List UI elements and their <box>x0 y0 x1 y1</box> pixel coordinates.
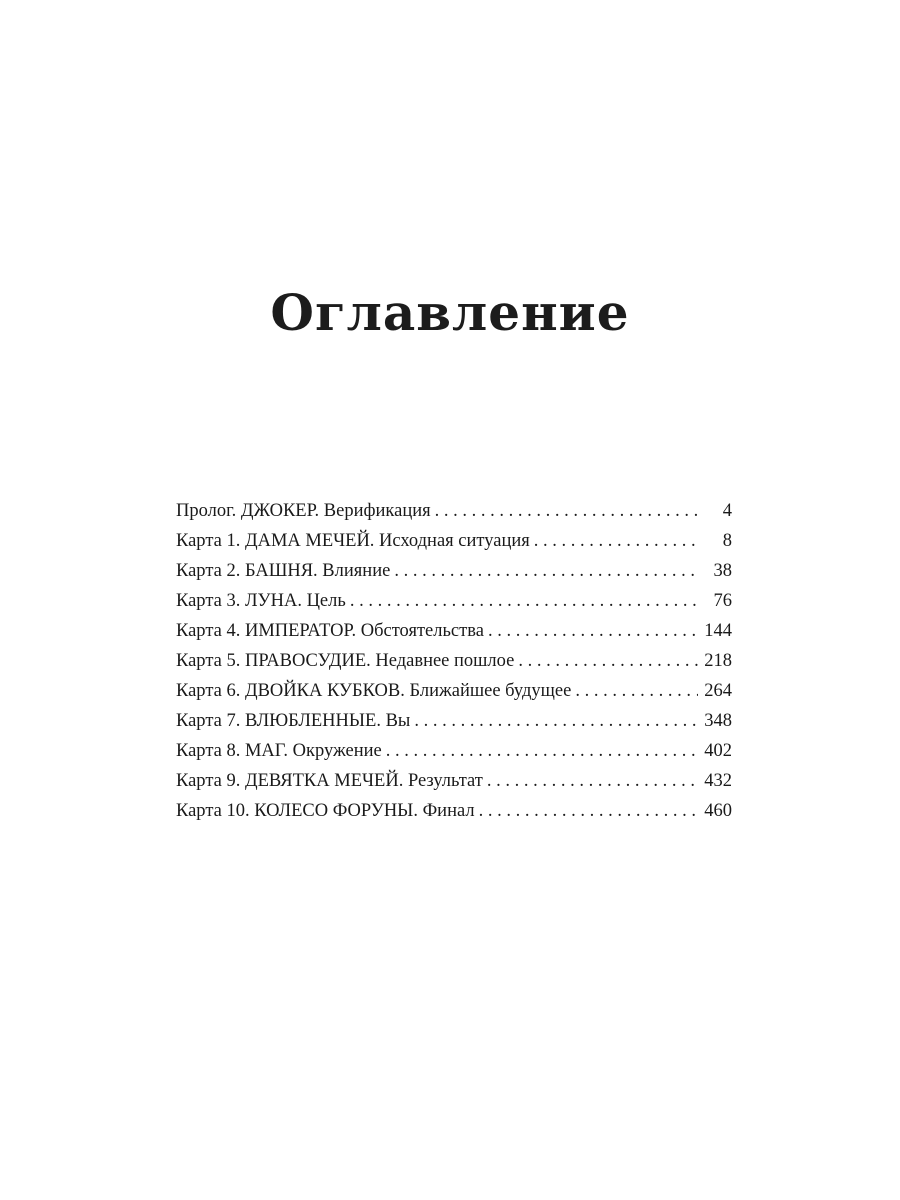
toc-entry[interactable] <box>176 676 732 706</box>
toc-leader-dots <box>534 526 698 556</box>
toc-entry-page: 8 <box>722 531 732 551</box>
toc-entry-page: 402 <box>704 741 732 761</box>
toc-leader-dots <box>487 766 698 796</box>
toc-entry[interactable] <box>176 586 732 616</box>
toc-leader-dots <box>575 676 698 706</box>
toc-entry-label: Карта 10. КОЛЕСО ФОРУНЫ. Финал <box>176 801 475 821</box>
toc-entry-page: 432 <box>704 771 732 791</box>
toc-entry-label: Пролог. ДЖОКЕР. Верификация <box>176 501 431 521</box>
toc-entry-label: Карта 8. МАГ. Окружение <box>176 741 382 761</box>
toc-entry[interactable] <box>176 706 732 736</box>
toc-entry-label: Карта 2. БАШНЯ. Влияние <box>176 561 391 581</box>
toc-entry-label: Карта 5. ПРАВОСУДИЕ. Недавнее пошлое <box>176 651 515 671</box>
toc-leader-dots <box>435 496 698 526</box>
table-of-contents <box>176 496 732 826</box>
page-title: Оглавление <box>270 283 630 342</box>
toc-entry-page: 144 <box>704 621 732 641</box>
toc-entry[interactable] <box>176 496 732 526</box>
toc-leader-dots <box>394 556 698 586</box>
toc-leader-dots <box>414 706 698 736</box>
toc-entry-page: 348 <box>704 711 732 731</box>
toc-entry[interactable] <box>176 766 732 796</box>
toc-entry-page: 4 <box>722 501 732 521</box>
toc-leader-dots <box>518 646 698 676</box>
toc-entry-page: 38 <box>713 561 732 581</box>
toc-entry[interactable] <box>176 796 732 826</box>
toc-entry[interactable] <box>176 526 732 556</box>
toc-entry[interactable] <box>176 616 732 646</box>
toc-entry-page: 460 <box>704 801 732 821</box>
toc-entry-label: Карта 4. ИМПЕРАТОР. Обстоятельства <box>176 621 484 641</box>
toc-entry[interactable] <box>176 646 732 676</box>
toc-entry-label: Карта 3. ЛУНА. Цель <box>176 591 346 611</box>
toc-entry[interactable] <box>176 556 732 586</box>
toc-leader-dots <box>350 586 698 616</box>
toc-entry-page: 218 <box>704 651 732 671</box>
toc-entry-label: Карта 6. ДВОЙКА КУБКОВ. Ближайшее будущее <box>176 681 572 701</box>
toc-entry-label: Карта 1. ДАМА МЕЧЕЙ. Исходная ситуация <box>176 531 530 551</box>
toc-entry-label: Карта 9. ДЕВЯТКА МЕЧЕЙ. Результат <box>176 771 483 791</box>
toc-entry-page: 76 <box>713 591 732 611</box>
toc-entry-label: Карта 7. ВЛЮБЛЕННЫЕ. Вы <box>176 711 411 731</box>
toc-entry[interactable] <box>176 736 732 766</box>
toc-entry-page: 264 <box>704 681 732 701</box>
toc-leader-dots <box>386 736 698 766</box>
toc-leader-dots <box>488 616 698 646</box>
toc-leader-dots <box>479 796 698 826</box>
